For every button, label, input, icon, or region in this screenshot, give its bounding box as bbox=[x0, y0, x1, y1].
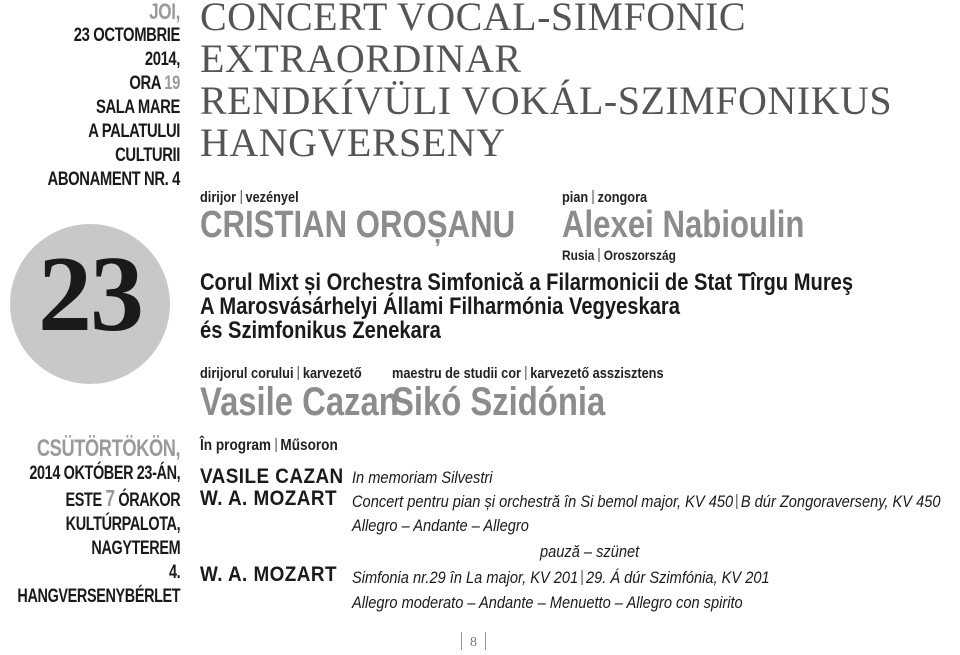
work-3-ro: Simfonia nr.29 în La major, KV 201 bbox=[352, 568, 579, 587]
orchestra-line-3: és Szimfonikus Zenekara bbox=[200, 317, 441, 344]
date-ro: 23 OCTOMBRIE 2014, bbox=[73, 25, 180, 70]
composer-1: VASILE CAZAN bbox=[200, 465, 344, 488]
title-line-4: HANGVERSENY bbox=[200, 120, 506, 165]
title-line-3: RENDKÍVÜLI VOKÁL-SZIMFONIKUS bbox=[200, 78, 893, 123]
program-label-ro: În program bbox=[200, 437, 272, 454]
composer-3: W. A. MOZART bbox=[200, 563, 337, 586]
program-label bbox=[200, 437, 338, 455]
orchestra-line-2: A Marosvásárhelyi Állami Filharmónia Vegyeskara bbox=[200, 293, 680, 320]
time-ro bbox=[40, 72, 180, 96]
work-2-movements: Allegro – Andante – Allegro bbox=[352, 516, 529, 535]
orchestra-line-1: Corul Mixt și Orchestra Simfonică a Filarmonicii de Stat Tîrgu Mureş bbox=[200, 269, 854, 296]
big-day-number: 23 bbox=[38, 235, 142, 354]
day-ro: JOI, bbox=[149, 0, 180, 24]
separator bbox=[582, 570, 583, 585]
choir-master-role-ro: maestru de studii cor bbox=[392, 365, 521, 382]
pianist-role-ro: pian bbox=[562, 189, 589, 206]
choir-director-role-ro: dirijorul corului bbox=[200, 365, 294, 382]
concert-title bbox=[200, 0, 892, 164]
pause: pauză – szünet bbox=[540, 542, 640, 561]
page-number-value: 8 bbox=[470, 635, 477, 650]
work-2-hu: B dúr Zongoraverseny, KV 450 bbox=[740, 492, 941, 511]
choir-director-role-hu: karvezető bbox=[302, 365, 362, 382]
pianist-country bbox=[562, 247, 676, 263]
separator bbox=[298, 366, 299, 380]
ora-value: 19 bbox=[164, 73, 180, 94]
event-info-ro bbox=[40, 0, 180, 192]
orchestra-block bbox=[200, 271, 853, 343]
conductor-name: CRISTIAN OROȘANU bbox=[200, 204, 516, 246]
choir-master-name: Sikó Szidónia bbox=[392, 380, 606, 424]
pianist-role-hu: zongora bbox=[597, 189, 648, 206]
separator bbox=[737, 494, 738, 509]
work-3 bbox=[352, 567, 770, 589]
separator bbox=[592, 190, 593, 204]
venue-hu: KULTÚRPALOTA, bbox=[65, 514, 180, 535]
composer-2: W. A. MOZART bbox=[200, 487, 337, 510]
time-hu bbox=[17, 486, 180, 513]
work-3-movements: Allegro moderato – Andante – Menuetto – Allegro con spirito bbox=[352, 593, 743, 612]
separator bbox=[275, 438, 276, 452]
conductor-role-ro: dirijor bbox=[200, 189, 237, 206]
subscription-ro: ABONAMENT NR. 4 bbox=[47, 169, 180, 190]
separator bbox=[525, 366, 526, 380]
orakor-label: ÓRAKOR bbox=[118, 490, 180, 511]
work-2-ro: Concert pentru pian și orchestră în Si bemol major, KV 450 bbox=[352, 492, 734, 511]
hour-hu: 7 bbox=[105, 485, 115, 511]
subscription-hu: 4. HANGVERSENYBÉRLET bbox=[17, 562, 180, 607]
country-hu: Oroszország bbox=[603, 247, 676, 263]
este-label: ESTE bbox=[65, 490, 102, 511]
program-label-hu: Műsoron bbox=[280, 437, 338, 454]
title-line-1: CONCERT VOCAL-SIMFONIC bbox=[200, 0, 747, 39]
hall-ro: SALA MARE bbox=[95, 97, 180, 118]
choir-director-name: Vasile Cazan bbox=[200, 380, 399, 424]
event-info-hu bbox=[17, 436, 180, 609]
title-line-2: EXTRAORDINAR bbox=[200, 36, 522, 81]
hall-hu: NAGYTEREM bbox=[91, 538, 180, 559]
day-hu: CSÜTÖRTÖKÖN, bbox=[36, 435, 180, 462]
page-number bbox=[453, 632, 494, 651]
date-hu: 2014 OKTÓBER 23-ÁN, bbox=[29, 463, 180, 484]
separator bbox=[599, 248, 600, 262]
choir-master-role-hu: karvezető asszisztens bbox=[530, 365, 664, 382]
separator bbox=[485, 632, 486, 650]
work-2 bbox=[352, 491, 941, 513]
pianist-name: Alexei Nabioulin bbox=[562, 204, 805, 246]
separator bbox=[461, 632, 462, 650]
conductor-role-hu: vezényel bbox=[245, 189, 299, 206]
ora-label: ORA bbox=[129, 73, 161, 94]
work-1: In memoriam Silvestri bbox=[352, 468, 493, 487]
venue-ro: A PALATULUI CULTURII bbox=[88, 121, 180, 166]
separator bbox=[240, 190, 241, 204]
country-ro: Rusia bbox=[562, 247, 595, 263]
work-3-hu: 29. Á dúr Szimfónia, KV 201 bbox=[585, 568, 770, 587]
